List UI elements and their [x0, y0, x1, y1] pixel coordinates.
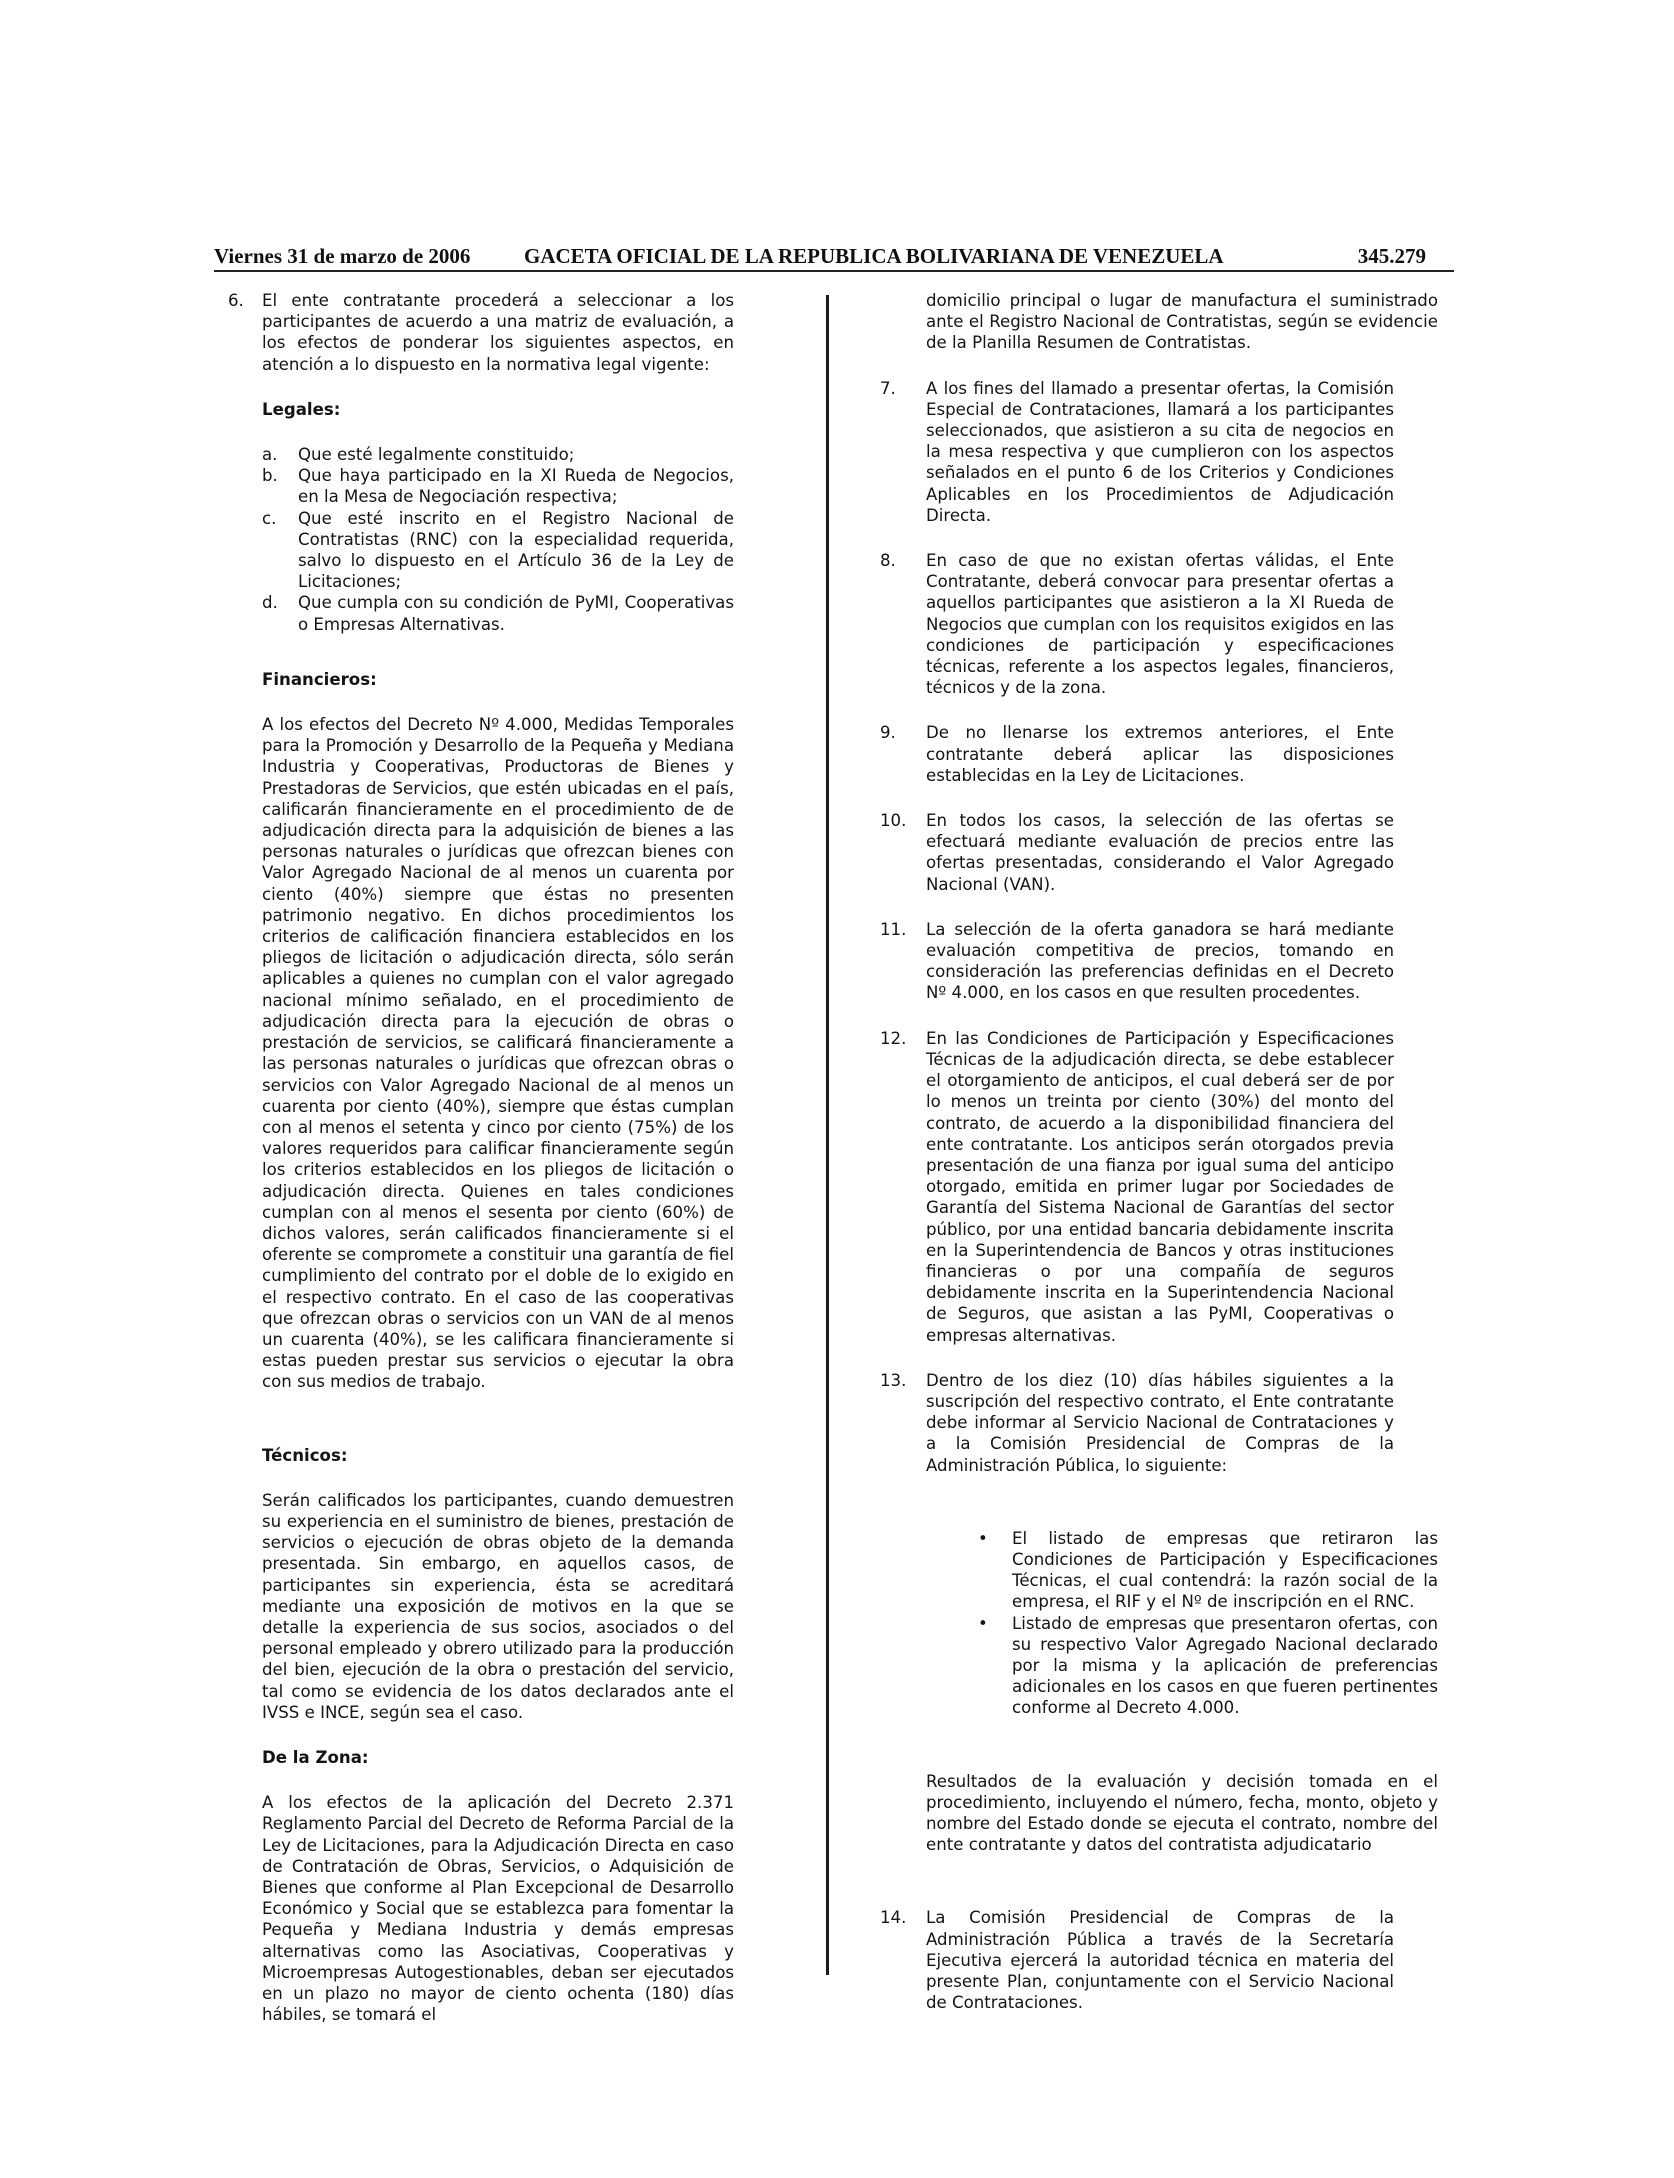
item-number: 7. [880, 378, 896, 398]
list-item [262, 592, 734, 634]
item-6 [214, 290, 734, 375]
item-text: La selección de la oferta ganadora se hará mediante evaluación competitiva de precios, tomando en consideración las preferencias definidas en el Decreto Nº 4.000, en los casos en que resulten procedentes. [926, 919, 1394, 1003]
item-text: En caso de que no existan ofertas válidas, el Ente Contratante, deberá convocar para presentar ofertas a aquellos participantes que asistieron a la XI Rueda de Negocios que cumplan con los requisitos exigidos en las condiciones de participación y especificaciones técnicas, referente a los aspectos legales, financieros, técnicos y de la zona. [926, 551, 1394, 698]
bullet-item [978, 1613, 1438, 1719]
list-text: Que haya participado en la XI Rueda de Negocios, en la Mesa de Negociación respectiva; [298, 466, 734, 507]
item-8 [882, 550, 1394, 698]
list-text: Que cumpla con su condición de PyMI, Cooperativas o Empresas Alternativas. [298, 593, 734, 634]
item-number: 6. [228, 291, 244, 310]
item-text: Dentro de los diez (10) días hábiles siguientes a la suscripción del respectivo contrato, el Ente contratante debe informar al Servicio Nacional de Contrataciones y a la Comisión Presidencial de Compras de la Administración Pública, lo siguiente: [926, 1370, 1394, 1475]
item-14 [882, 1907, 1394, 2013]
item-11 [882, 919, 1394, 1004]
item-number: 9. [880, 723, 896, 743]
tecnicos-paragraph: Serán calificados los participantes, cuando demuestren su experiencia en el suministro de bienes, prestación de servicios o ejecución de obras objeto de la demanda presentada. Sin embargo, en aquellos casos, de participantes sin experiencia, ésta se acreditará mediante una exposición de motivos en la que se detalle la experiencia de sus socios, asociados o del personal empleado y obrero utilizado para la producción del bien, ejecución de la obra o prestación del servicio, tal como se evidencia de los datos declarados ante el IVSS e INCE, según sea el caso. [262, 1490, 734, 1722]
bullet-icon: • [978, 1613, 988, 1633]
resultados-paragraph: Resultados de la evaluación y decisión tomada en el procedimiento, incluyendo el número, fecha, monto, objeto y nombre del Estado donde se ejecuta el contrato, nombre del ente contratante y datos del contratista adjudicatario [926, 1771, 1438, 1855]
financieros-paragraph: A los efectos del Decreto Nº 4.000, Medidas Temporales para la Promoción y Desarrollo de la Pequeña y Mediana Industria y Cooperativas, Productoras de Bienes y Prestadoras de Servicios, que estén ubicadas en el país, calificarán financieramente en el procedimiento de de adjudicación directa para la adquisición de bienes a las personas naturales o jurídicas que ofrezcan bienes con Valor Agregado Nacional de al menos un cuarenta por ciento (40%) siempre que éstas no presenten patrimonio negativo. En dichos procedimientos los criterios de calificación financiera establecidos en los pliegos de licitación o adjudicación directa, sólo serán aplicables a quienes no cumplan con el valor agregado nacional mínimo señalado, en el procedimiento de adjudicación directa para la ejecución de obras o prestación de servicios, se calificará financieramente a las personas naturales o jurídicas que ofrezcan obras o servicios con Valor Agregado Nacional de al menos un cuarenta por ciento (40%), siempre que éstas cumplan con al menos el setenta y cinco por ciento (75%) de los valores requeridos para calificar financieramente según los criterios establecidos en los pliegos de licitación o adjudicación directa. Quienes en tales condiciones cumplan con al menos el sesenta por ciento (60%) de dichos valores, serán calificados financieramente si el oferente se compromete a constituir una garantía de fiel cumplimiento del contrato por el doble de lo exigido en el respectivo contrato. En el caso de las cooperativas que ofrezcan obras o servicios con un VAN de al menos un cuarenta (40%), se les calificara financieramente si estas pueden prestar sus servicios o ejecutar la obra con sus medios de trabajo. [262, 715, 734, 1392]
item-text: La Comisión Presidencial de Compras de la Administración Pública a través de la Secretaría Ejecutiva ejercerá la autoridad técnica en materia del presente Plan, conjuntamente con el Servicio Nacional de Contrataciones. [926, 1908, 1394, 2013]
column-divider [826, 295, 829, 1975]
item-text: El ente contratante procederá a seleccionar a los participantes de acuerdo a una matriz de evaluación, a los efectos de ponderar los siguientes aspectos, en atención a lo dispuesto en la normativa legal vigente: [262, 291, 734, 374]
item-number: 13. [880, 1370, 907, 1390]
right-column [880, 290, 1438, 2013]
list-letter: c. [262, 508, 277, 528]
item-text: A los fines del llamado a presentar ofertas, la Comisión Especial de Contrataciones, llamará a los participantes seleccionados, que asistieron a su cita de negocios en la mesa respectiva y que cumplieron con los aspectos señalados en el punto 6 de los Criterios y Condiciones Aplicables en los Procedimientos de Adjudicación Directa. [926, 378, 1394, 525]
list-text: Que esté inscrito en el Registro Nacional de Contratistas (RNC) con la especialidad requerida, salvo lo dispuesto en el Artículo 36 de la Ley de Licitaciones; [298, 508, 734, 592]
bullet-item [978, 1528, 1438, 1613]
list-item [262, 465, 734, 507]
header-rule [214, 270, 1454, 272]
list-item [262, 444, 734, 465]
item-text: En todos los casos, la selección de las ofertas se efectuará mediante evaluación de precios entre las ofertas presentadas, considerando el Valor Agregado Nacional (VAN). [926, 811, 1394, 894]
item-number: 10. [880, 811, 907, 831]
item-number: 14. [880, 1908, 907, 1928]
heading-zona: De la Zona: [262, 1747, 369, 1767]
header-page-number: 345.279 [1357, 244, 1426, 268]
item-number: 11. [880, 919, 907, 939]
heading-financieros: Financieros: [262, 669, 377, 689]
header-date: Viernes 31 de marzo de 2006 [214, 244, 471, 268]
item-13 [882, 1370, 1394, 1476]
list-letter: b. [262, 466, 278, 486]
continuation-paragraph: domicilio principal o lugar de manufactura el suministrado ante el Registro Nacional de Contratistas, según se evidencie de la Planilla Resumen de Contratistas. [926, 291, 1438, 353]
heading-legales: Legales: [262, 399, 341, 419]
header-title: GACETA OFICIAL DE LA REPUBLICA BOLIVARIANA DE VENEZUELA [524, 244, 1224, 268]
bullet-icon: • [978, 1528, 988, 1548]
item-9 [882, 722, 1394, 786]
item-7 [882, 378, 1394, 526]
list-text: Que esté legalmente constituido; [298, 445, 575, 465]
list-letter: a. [262, 445, 278, 465]
left-column [214, 290, 734, 2025]
list-item [262, 508, 734, 593]
bullet-text: Listado de empresas que presentaron ofertas, con su respectivo Valor Agregado Nacional declarado por la misma y la aplicación de preferencias adicionales en los casos en que fueren pertinentes conforme al Decreto 4.000. [1012, 1613, 1438, 1718]
item-text: De no llenarse los extremos anteriores, el Ente contratante deberá aplicar las disposiciones establecidas en la Ley de Licitaciones. [926, 723, 1394, 785]
item-number: 8. [880, 551, 896, 571]
item-text: En las Condiciones de Participación y Especificaciones Técnicas de la adjudicación directa, se debe establecer el otorgamiento de anticipos, el cual deberá ser de por lo menos un treinta por ciento (30%) del monto del contrato, de acuerdo a la disponibilidad financiera del ente contratante. Los anticipos serán otorgados previa presentación de una fianza por igual suma del anticipo otorgado, emitida en primer lugar por Sociedades de Garantía del Sistema Nacional de Garantías del sector público, por una entidad bancaria debidamente inscrita en la Superintendencia de Bancos y otras instituciones financieras o por una compañía de seguros debidamente inscrita en la Superintendencia Nacional de Seguros, que asistan a las PyMI, Cooperativas o empresas alternativas. [926, 1028, 1394, 1345]
item-number: 12. [880, 1028, 907, 1048]
heading-tecnicos: Técnicos: [262, 1445, 348, 1465]
zona-paragraph: A los efectos de la aplicación del Decreto 2.371 Reglamento Parcial del Decreto de Reforma Parcial de la Ley de Licitaciones, para la Adjudicación Directa en caso de Contratación de Obras, Servicios, o Adquisición de Bienes que conforme al Plan Excepcional de Desarrollo Económico y Social que se establezca para fomentar la Pequeña y Mediana Industria y demás empresas alternativas como las Asociativas, Cooperativas y Microempresas Autogestionables, deban ser ejecutados en un plazo no mayor de ciento ochenta (180) días hábiles, se tomará el [262, 1793, 734, 2025]
list-letter: d. [262, 593, 278, 613]
bullet-text: El listado de empresas que retiraron las Condiciones de Participación y Especificaciones Técnicas, el cual contendrá: la razón social de la empresa, el RIF y el Nº de inscripción en el RNC. [1012, 1528, 1438, 1612]
item-10 [882, 810, 1394, 895]
item-12 [882, 1028, 1394, 1346]
